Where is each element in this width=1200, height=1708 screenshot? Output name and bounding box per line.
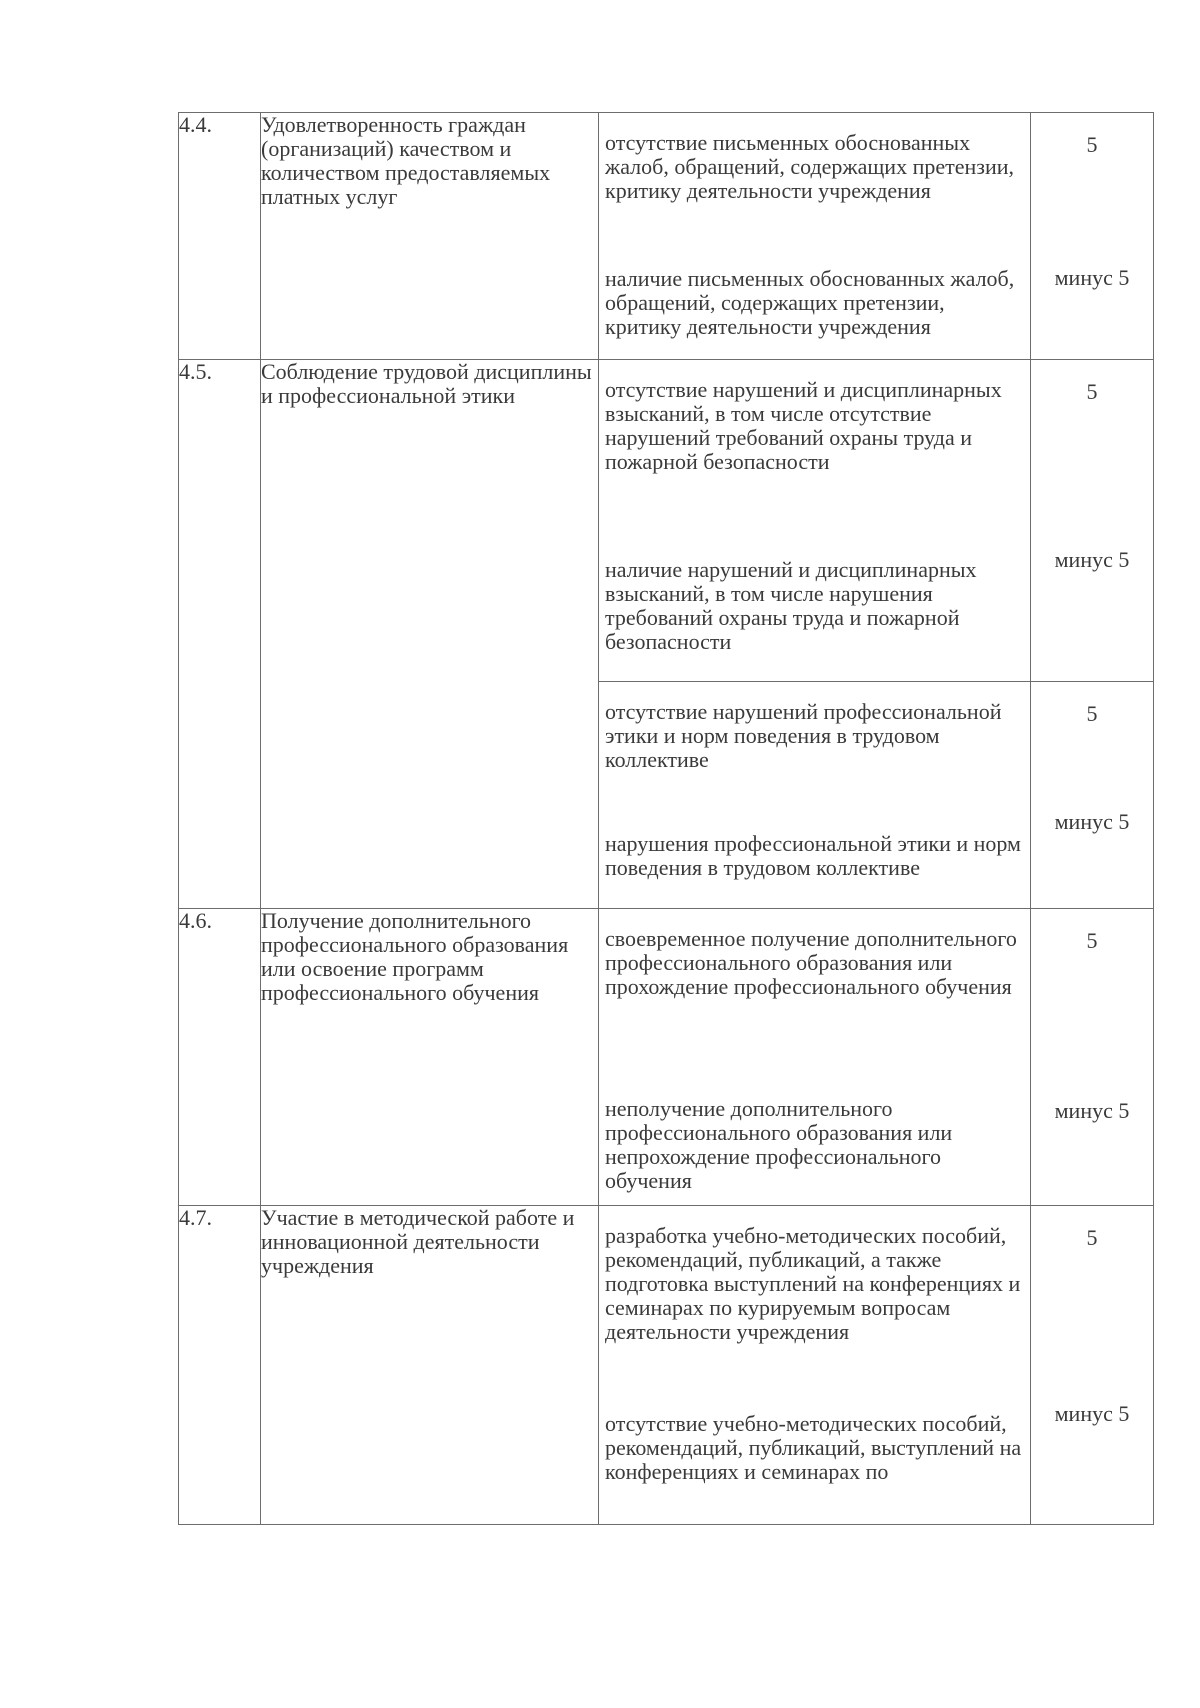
score-value: 5 [1086, 1225, 1098, 1250]
score-value: минус 5 [1054, 547, 1130, 572]
row-number: 4.4. [179, 113, 261, 360]
score-cell [1031, 113, 1154, 360]
condition-text: своевременное получение дополнительного профессионального образования или прохождение профессионального обучения [605, 926, 1017, 999]
table-row [179, 909, 1154, 1206]
score-value: минус 5 [1054, 1401, 1130, 1426]
score-value: минус 5 [1054, 265, 1130, 290]
condition-text: наличие нарушений и дисциплинарных взысканий, в том числе нарушения требований охраны труда и пожарной безопасности [605, 557, 977, 654]
condition-cell [599, 682, 1031, 909]
row-number: 4.6. [179, 909, 261, 1206]
condition-cell [599, 113, 1031, 360]
score-cell [1031, 1206, 1154, 1525]
condition-text: отсутствие письменных обоснованных жалоб, обращений, содержащих претензии, критику деятельности учреждения [605, 130, 1015, 203]
score-cell [1031, 682, 1154, 909]
condition-text: отсутствие учебно-методических пособий, рекомендаций, публикаций, выступлений на конференциях и семинарах по [605, 1411, 1022, 1484]
criterion-name: Участие в методической работе и инновационной деятельности учреждения [261, 1206, 599, 1525]
score-value: 5 [1086, 928, 1098, 953]
score-value: минус 5 [1054, 809, 1130, 834]
criteria-table [178, 112, 1154, 1525]
condition-text: нарушения профессиональной этики и норм поведения в трудовом коллективе [605, 831, 1021, 880]
score-cell [1031, 360, 1154, 682]
condition-text: отсутствие нарушений профессиональной этики и норм поведения в трудовом коллективе [605, 699, 1002, 772]
score-cell [1031, 909, 1154, 1206]
row-number: 4.7. [179, 1206, 261, 1525]
score-value: 5 [1086, 701, 1098, 726]
condition-cell [599, 360, 1031, 682]
row-number: 4.5. [179, 360, 261, 909]
table-row [179, 113, 1154, 360]
condition-cell [599, 1206, 1031, 1525]
criterion-name: Удовлетворенность граждан (организаций) качеством и количеством предоставляемых платных услуг [261, 113, 599, 360]
table-row [179, 1206, 1154, 1525]
score-value: 5 [1086, 379, 1098, 404]
condition-text: разработка учебно-методических пособий, рекомендаций, публикаций, а также подготовка выступлений на конференциях и семинарах по курируемым вопросам деятельности учреждения [605, 1223, 1021, 1344]
score-value: минус 5 [1054, 1098, 1130, 1123]
condition-text: наличие письменных обоснованных жалоб, обращений, содержащих претензии, критику деятельности учреждения [605, 266, 1015, 339]
table-row [179, 360, 1154, 682]
condition-text: отсутствие нарушений и дисциплинарных взысканий, в том числе отсутствие нарушений требований охраны труда и пожарной безопасности [605, 377, 1002, 474]
criterion-name: Получение дополнительного профессионального образования или освоение программ профессионального обучения [261, 909, 599, 1206]
condition-text: неполучение дополнительного профессионального образования или непрохождение профессионального обучения [605, 1096, 953, 1193]
condition-cell [599, 909, 1031, 1206]
score-value: 5 [1086, 132, 1098, 157]
criterion-name: Соблюдение трудовой дисциплины и профессиональной этики [261, 360, 599, 909]
